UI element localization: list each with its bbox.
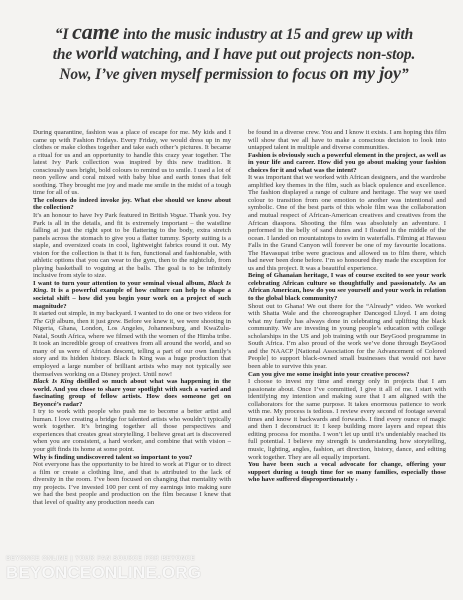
italic-title: Black Is King [33, 378, 74, 386]
paragraph-text: I want to turn your attention to your seminal visual album, [33, 279, 208, 287]
interview-question [33, 280, 231, 310]
paragraph-text: . It is a powerful example of how culture can help to shape a societal shift – how did you begin your work on a project of such magnitude? [33, 287, 231, 310]
interview-answer: Not everyone has the opportunity to be hired to work at Figur or to direct a film or create a clothing line, and that is attributed to the lack of diversity in the room. I’ve been focused on changing that mentality with my projects. I’ve invested 100 per cent of my earnings into making sure we had the best people and production on the film because I knew that that level of quality any production needs can [33, 461, 231, 506]
interview-question: Being of Ghanaian heritage, I was of course excited to see your work celebrating African culture so thoughtfully and passionately. As an African American, how do you see yourself and your work in relation to the global black community? [248, 272, 446, 303]
interview-answer: I try to work with people who push me to become a better artist and human. I love creating a bridge for talented artists who wouldn’t typically work together. It’s bringing together all those perspectives and experiences that creates great storytelling. I believe great art is discovered when you are consistent, a hard worker, and combine that with vision – your gift finds its home at some point. [33, 408, 231, 453]
interview-answer: I choose to invest my time and energy only in projects that I am passionate about. Once I’ve committed, I give it all of me. I start with identifying my intention and making sure that I am aligned with the collaborators for the same purpose. It takes enormous patience to work with me. My process is tedious. I review every second of footage several times and know it backwards and forwards. I find every ounce of magic and then I deconstruct it: I keep building more layers and repeat this editing process for months. I won’t let up until it’s undeniably reached its full potential. I believe my strength is understanding how storytelling, music, lighting, angles, fashion, art direction, history, dance, and editing work together. They are all equally important. [248, 378, 446, 461]
quote-emphasis-joy: on my joy [329, 63, 401, 83]
paragraph-text: . Thank you. Ivy Park is all in the details, and fit is extremely important – the waistline falling at just the right spot to be flattering to the body, extra stretch panels across the stomach to give you a flatter tummy. Sporty suiting is a staple, and oversized coats in cool, lightweight fabrics round it out. My vision for the collection is that it is fun, functional and fashionable, with athletic options that you can wear to the gym, then to the nightclub, from playing basketball to voguing at the balls. The goal is to be infinitely inclusive from style to size. [33, 212, 231, 280]
paragraph-text: album, then it just grew. Before we knew it, we were shooting in Nigeria, Ghana, London, Los Angeles, Johannesburg, and KwaZulu-Natal, South Africa, where we filmed with the women of the Himba tribe. It took an incredible group of creatives from all around the world, and so many of us were of African descent, telling a part of our own family’s story and its hidden history. Black Is King was a huge production that employed a large number of brilliant artists who may not typically see themselves working on a Disney project. Until now! [33, 317, 231, 378]
interview-question: Can you give me some insight into your creative process? [248, 370, 410, 378]
italic-title: Vogue [169, 212, 187, 220]
italic-title: Black Is King [33, 279, 231, 295]
italic-title: The Gift [33, 317, 56, 325]
interview-answer: It was important that we worked with African designers, and the wardrobe amplified key themes in the film, such as black opulence and excellence. The fashion displayed a range of culture and heritage. The way we used colour to transition from one emotion to another was intentional and symbolic. One of the best parts of this whole film was the collaboration and mutual respect of African-American creatives and creatives from the African diaspora. Shooting the film was absolutely an adventure. I performed in the belly of sand dunes and I floated in the middle of the ocean. I landed on mountaintops to swim in waterfalls. Filming at Havasu Falls in the Grand Canyon will forever be one of my favourite locations. The Havasupai tribe were gracious and allowed us to film there, which had never been done before. I’m so honoured they made the exception for us and this project. It was a beautiful experience. [248, 174, 446, 272]
quote-part-4: ” [400, 66, 409, 83]
interview-question [33, 378, 231, 408]
paragraph-text: It’s an honour to have Ivy Park featured in British [33, 212, 170, 220]
watermark-tagline: BEYONCE ONLINE | YOUR FAN SOURCE FOR BEYONCE [6, 556, 196, 562]
article-column-right [248, 129, 446, 589]
quote-emphasis-world: world [75, 43, 118, 63]
watermark [6, 555, 216, 583]
interview-question: The colours do indeed invoke joy. What else should we know about the collection? [33, 196, 231, 212]
quote-part-3: watching, and I have put out projects non-stop. Now, I’ve given myself permission to focus [59, 46, 416, 83]
watermark-site-name: BEYONCEONLINE.ORG [6, 563, 202, 582]
quote-emphasis-came: came [72, 19, 120, 44]
quote-part-2: into the music industry at 15 and grew up with the [52, 26, 414, 63]
interview-answer [33, 310, 231, 378]
interview-answer: During quarantine, fashion was a place of escape for me. My kids and I came up with Fashion Fridays. Every Friday, we would dress up in my clothes or make clothes together and take each other’s pictures. It became a ritual for us and an opportunity to handle this crazy year together. The latest Ivy Park collection was inspired by this new tradition. It consciously uses bright, bold colours to remind us to smile. I used a lot of neon yellow and coral mixed with baby blue and earth tones that felt soothing. They brought me joy and made me smile in the midst of a tough time for all of us. [33, 129, 231, 197]
interview-question: Fashion is obviously such a powerful element in the project, as well as in your life and career. How did you go about making your fashion choices for it and what was the intent? [248, 151, 446, 174]
paragraph-text: distilled so much about what was happening in the world. And you chose to share your spotlight with such a varied and fascinating group of fellow artists. How does someone get on Beyoncé’s radar? [33, 378, 231, 408]
paragraph-text: It started out simple, in my backyard. I wanted to do one or two videos for [33, 310, 231, 318]
interview-answer: be found in a diverse crew. You and I know it exists. I am hoping this film will show that we all have to make a conscious decision to look into untapped talent in multiple and diverse communities. [248, 129, 446, 152]
quote-part-1: “I [54, 26, 73, 43]
pull-quote [44, 19, 424, 84]
interview-question: You have been such a vocal advocate for change, offering your support during a tough time for so many families, especially those who have suffered disproportionately › [248, 461, 446, 484]
interview-answer [33, 212, 231, 280]
interview-answer: Shout out to Ghana! We out there for the “Already” video. We worked with Shatta Wale and the choreographer Dancegod Lloyd. I am doing what my family has always done in celebrating and uplifting the black community. We are investing in young people’s education with college scholarships in the US and job training with our BeyGood programme in South Africa. I’m also proud of the work we’ve done through BeyGood and the NAACP [National Association for the Advancement of Colored People] to support black-owned small businesses that would not have been able to survive this year. [248, 302, 446, 370]
interview-question: Why is finding undiscovered talent so important to you? [33, 453, 193, 461]
article-column-left [33, 129, 231, 589]
